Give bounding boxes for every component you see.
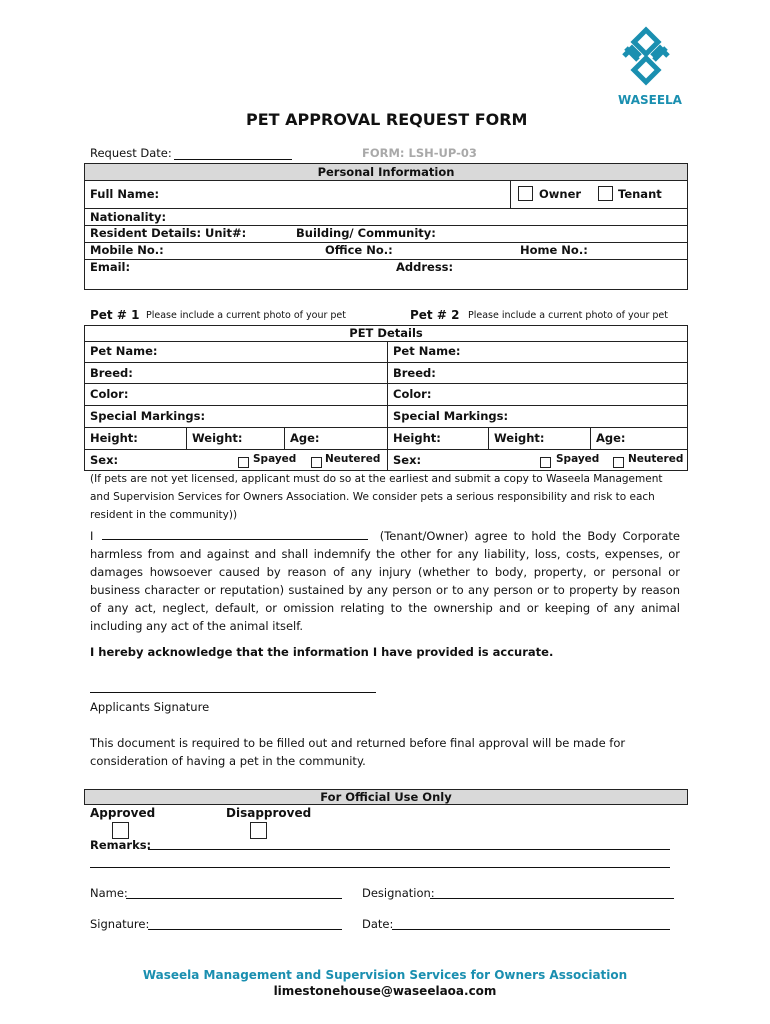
pet2-weight-label: Weight: — [494, 431, 545, 445]
pet1-age-label: Age: — [290, 431, 320, 445]
pet2-photo-note: Please include a current photo of your pet — [468, 310, 668, 321]
official-signature-field[interactable] — [148, 917, 342, 930]
disapproved-label: Disapproved — [226, 806, 312, 820]
owner-checkbox[interactable] — [518, 186, 533, 201]
agreement-text: (Tenant/Owner) agree to hold the Body Corporate harmless from and against and shall indemnify the other for any liability, loss, costs, expenses, or damages howsoever caused by reason of any injury (whether to body, property, or personal or business character or reputation) sustained by any person or to any person or to property by reason of any act, neglect, default, or omission relating to the ownership and or keeping of any animal including any act of the animal itself. — [90, 529, 681, 633]
pet2-neutered-checkbox[interactable] — [613, 457, 624, 468]
address-label: Address: — [396, 260, 454, 274]
page-title: PET APPROVAL REQUEST FORM — [246, 110, 528, 129]
agreement-i: I — [90, 529, 94, 543]
required-note-line2: consideration of having a pet in the community. — [90, 754, 366, 768]
license-note-line2: and Supervision Services for Owners Association. We consider pets a serious responsibility and risk to each — [90, 491, 655, 503]
pet1-name-label: Pet Name: — [90, 344, 158, 358]
designation-label: Designation: — [362, 886, 435, 900]
pet1-photo-note: Please include a current photo of your pet — [146, 310, 346, 321]
pet2-spayed-label: Spayed — [556, 453, 600, 465]
pet2-neutered-label: Neutered — [628, 453, 684, 465]
approved-checkbox[interactable] — [112, 822, 129, 839]
logo — [618, 26, 674, 86]
pet2-label: Pet # 2 — [410, 308, 460, 322]
pet1-color-label: Color: — [90, 387, 129, 401]
approved-label: Approved — [90, 806, 156, 820]
acknowledgement: I hereby acknowledge that the information I have provided is accurate. — [90, 645, 554, 659]
pet1-spayed-checkbox[interactable] — [238, 457, 249, 468]
remarks-field-line2[interactable] — [90, 855, 670, 868]
applicant-signature-line[interactable] — [90, 680, 376, 693]
agreement-name-field[interactable] — [102, 527, 368, 540]
official-use-header — [84, 789, 688, 805]
remarks-field-line1[interactable] — [148, 837, 670, 850]
nationality-label: Nationality: — [90, 210, 167, 224]
pet2-sex-label: Sex: — [393, 453, 422, 467]
remarks-label: Remarks: — [90, 838, 152, 852]
pet2-color-label: Color: — [393, 387, 432, 401]
tenant-label: Tenant — [618, 187, 662, 201]
pet1-breed-label: Breed: — [90, 366, 133, 380]
official-use-header-text: For Official Use Only — [320, 790, 452, 804]
designation-field[interactable] — [430, 886, 674, 899]
footer-email[interactable]: limestonehouse@waseelaoa.com — [273, 984, 497, 998]
owner-label: Owner — [539, 187, 582, 201]
pet-details-header: PET Details — [349, 326, 423, 340]
full-name-label: Full Name: — [90, 187, 160, 201]
official-signature-label: Signature: — [90, 917, 150, 931]
home-label: Home No.: — [520, 243, 588, 257]
pet2-breed-label: Breed: — [393, 366, 436, 380]
brand-name: WASEELA — [618, 93, 682, 107]
license-note-line1: (If pets are not yet licensed, applicant must do so at the earliest and submit a copy to Waseela Management — [90, 473, 663, 485]
mobile-label: Mobile No.: — [90, 243, 164, 257]
pet2-age-label: Age: — [596, 431, 626, 445]
applicant-signature-label: Applicants Signature — [90, 700, 210, 714]
tenant-checkbox[interactable] — [598, 186, 613, 201]
pet2-markings-label: Special Markings: — [393, 409, 509, 423]
personal-info-header — [84, 163, 688, 181]
pet1-neutered-label: Neutered — [325, 453, 381, 465]
official-date-label: Date: — [362, 917, 394, 931]
official-name-label: Name: — [90, 886, 128, 900]
pet2-name-label: Pet Name: — [393, 344, 461, 358]
pet1-sex-label: Sex: — [90, 453, 119, 467]
footer-org: Waseela Management and Supervision Services for Owners Association — [142, 968, 628, 982]
request-date-label: Request Date: — [90, 146, 172, 160]
official-date-field[interactable] — [392, 917, 670, 930]
unit-label: Unit#: — [205, 226, 247, 240]
pet2-spayed-checkbox[interactable] — [540, 457, 551, 468]
required-note-line1: This document is required to be filled out and returned before final approval will be made for — [90, 736, 626, 750]
office-label: Office No.: — [325, 243, 393, 257]
building-label: Building/ Community: — [296, 226, 436, 240]
resident-details-label: Resident Details: — [90, 226, 202, 240]
pet1-label: Pet # 1 — [90, 308, 140, 322]
pet1-markings-label: Special Markings: — [90, 409, 206, 423]
request-date-field[interactable] — [174, 146, 292, 160]
pet1-height-label: Height: — [90, 431, 138, 445]
waseela-logo-icon — [618, 26, 674, 86]
pet1-spayed-label: Spayed — [253, 453, 297, 465]
pet1-neutered-checkbox[interactable] — [311, 457, 322, 468]
license-note-line3: resident in the community)) — [90, 509, 238, 521]
official-name-field[interactable] — [126, 886, 342, 899]
pet2-height-label: Height: — [393, 431, 441, 445]
pet1-weight-label: Weight: — [192, 431, 243, 445]
personal-info-header-text: Personal Information — [317, 165, 455, 179]
email-label: Email: — [90, 260, 131, 274]
agreement-paragraph — [90, 527, 680, 635]
form-code: FORM: LSH-UP-03 — [362, 146, 477, 160]
